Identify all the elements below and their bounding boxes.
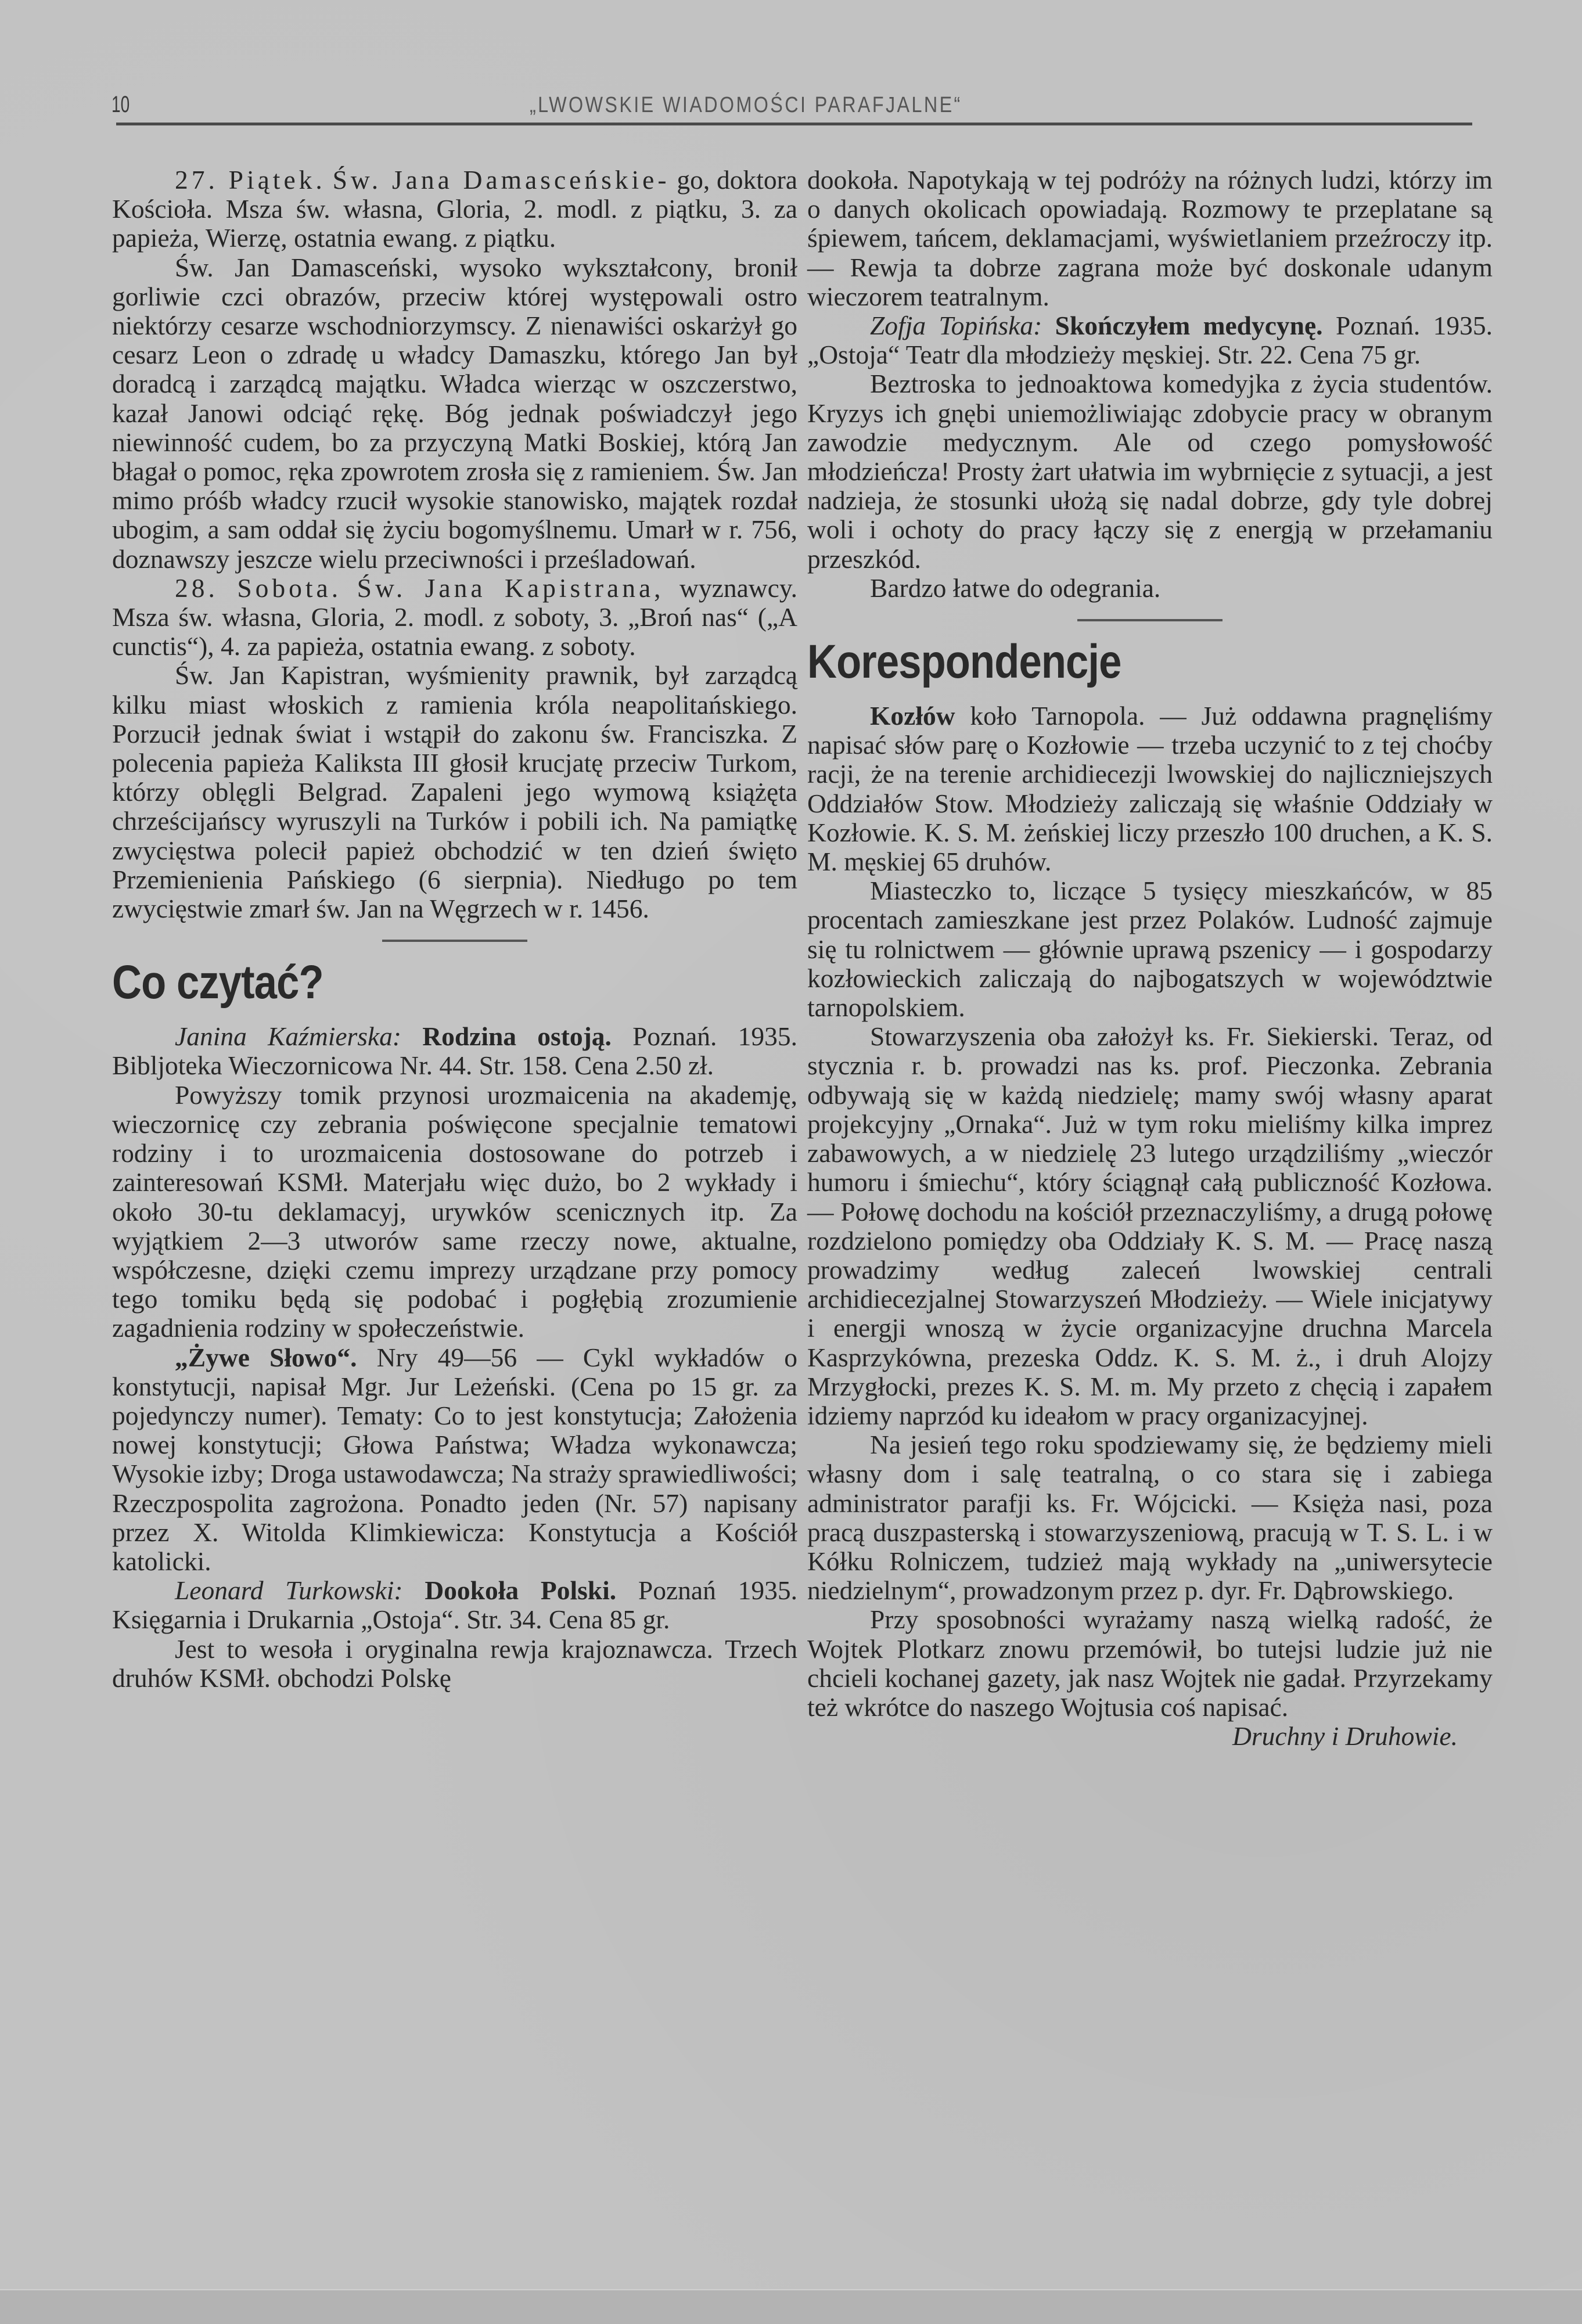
section-title-co-czytac: Co czytać? bbox=[112, 956, 323, 1009]
book-1-details: Poznań. 1935. Bibljoteka Wieczornicowa Nr. 44. Str. 158. Cena 2.50 zł. bbox=[112, 1021, 797, 1081]
book-3-entry bbox=[112, 1576, 797, 1634]
book-4-title: Skończyłem medycynę. bbox=[1055, 311, 1323, 341]
entry-27-date: 27. Piątek. bbox=[175, 165, 326, 195]
report-para-2: Miasteczko to, liczące 5 tysięcy mieszkańców, w 85 procentach zamieszkane jest przez Polaków. Ludność zajmuje się tu rolnictwem — głównie uprawą pszenicy — i gospodarzy kozłowieckich zaliczają do najbogatszych w województwie tarnopolskiem. bbox=[807, 876, 1493, 1023]
book-4-details: Poznań. 1935. „Ostoja“ Teatr dla młodzieży męskiej. Str. 22. Cena 75 gr. bbox=[807, 311, 1493, 370]
book-3-review-start: Jest to wesoła i oryginalna rewja krajoznawcza. Trzech druhów KSMł. obchodzi Polskę bbox=[112, 1634, 797, 1693]
page-number: 10 bbox=[112, 92, 130, 117]
entry-28-liturgy: wyznawcy. Msza św. własna, Gloria, 2. modl. z soboty, 3. „Broń nas“ („A cunctis“), 4. za papieża, ostatnia ewang. z soboty. bbox=[112, 573, 797, 661]
entry-28-saint: Św. Jana Kapistrana, bbox=[357, 573, 664, 603]
report-para-4: Na jesień tego roku spodziewamy się, że będziemy mieli własny dom i salę teatralną, o co stara się i zabiega administrator parafji ks. Fr. Wójcicki. — Księża nasi, poza pracą duszpasterską i stowarzyszeniową, pracują w T. S. L. i w Kółku Rolniczem, tudzież mają wykłady na „uniwersytecie niedzielnym“, prowadzonym przez p. dyr. Fr. Dąbrowskiego. bbox=[807, 1430, 1493, 1606]
entry-27-liturgy: go, doktora Kościoła. Msza św. własna, Gloria, 2. modl. z piątku, 3. za papieża, Wierzę, ostatnia ewang. z piątku. bbox=[112, 165, 797, 253]
book-1-title: Rodzina ostoją. bbox=[422, 1021, 612, 1052]
entry-27-story: Św. Jan Damasceński, wysoko wykształcony, bronił gorliwie czci obrazów, przeciw której występowali ostro niektórzy cesarze wschodniorzymscy. Z nienawiści oskarżył go cesarz Leon o zdradę u władcy Damaszku, którego Jan był doradcą i zarządcą majątku. Władca wierząc w oszczerstwo, kazał Janowi odciąć rękę. Bóg jednak poświadczył jego niewinność cudem, bo za przyczyną Matki Boskiej, którą Jan błagał o pomoc, ręka zpowrotem zrosła się z ramieniem. Św. Jan mimo próśb władcy rzucił wysokie stanowisko, majątek rozdał ubogim, a sam oddał się życiu bogomyślnemu. Umarł w r. 756, doznawszy jeszcze wielu przeciwności i prześladowań. bbox=[112, 252, 797, 574]
report-place-rest: koło Tarnopola. bbox=[970, 701, 1145, 731]
book-2-details: Nry 49—56 — Cykl wykładów o konstytucji, napisał Mgr. Jur Leżeński. (Cena po 15 gr. za pojedynczy numer). Tematy: Co to jest konstytucja; Założenia nowej konstytucji; Głowa Państwa; Władza wykonawcza; Wysokie izby; Droga ustawodawcza; Na straży sprawiedliwości; Rzeczpospolita zagrożona. Ponadto jeden (Nr. 57) napisany przez X. Witolda Klimkiewicza: Konstytucja a Kościół katolicki. bbox=[112, 1342, 797, 1576]
right-column bbox=[807, 166, 1493, 1751]
book-3-details: Poznań 1935. Księgarnia i Drukarnia „Ostoja“. Str. 34. Cena 85 gr. bbox=[112, 1575, 798, 1635]
section-divider bbox=[1077, 619, 1223, 621]
report-para-3: Stowarzyszenia oba założył ks. Fr. Siekierski. Teraz, od stycznia r. b. prowadzi nas ks. prof. Pieczonka. Zebrania odbywają się w każdą niedzielę; mamy swój własny aparat projekcyjny „Ornaka“. Już w tym roku mieliśmy kilka imprez zabawowych, a w niedzielę 23 lutego urządziliśmy „wieczór humoru i śmiechu“, który ściągnął całą publiczność Kozłowa. — Połowę dochodu na kościół przeznaczyliśmy, a drugą połowę rozdzielono pomiędzy oba Oddziały K. S. M. — Pracę naszą prowadzimy według zaleceń lwowskiej centrali archidiecezjalnej Stowarzyszeń Młodzieży. — Wiele inicjatywy i energji wnoszą w życie organizacyjne druchna Marcela Kasprzykówna, prezeska Oddz. K. S. M. ż., i druh Alojzy Mrzygłocki, prezes K. S. M. m. My przeto z chęcią i zapałem idziemy naprzód ku ideałom w pracy organizacyjnej. bbox=[807, 1021, 1493, 1430]
book-4-author: Zofja Topińska: bbox=[870, 311, 1042, 341]
calendar-entry-28 bbox=[112, 574, 797, 661]
book-4-entry bbox=[807, 311, 1493, 369]
book-1-review: Powyższy tomik przynosi urozmaicenia na akademję, wieczornicę czy zebrania poświęcone specjalnie tematowi rodziny i to urozmaicenia dostosowane do potrzeb i zainteresowań KSMł. Materjału więc dużo, bo 2 wykłady i około 30-tu deklamacyj, urywków scenicznych itp. Za wyjątkiem 2—3 utworów same rzeczy nowe, aktualne, współczesne, dzięki czemu imprezy urządzane przy pomocy tego tomiku będą się podobać i pogłębią zrozumienie zagadnienia rodziny w społeczeństwie. bbox=[112, 1080, 797, 1343]
book-4-review: Beztroska to jednoaktowa komedyjka z życia studentów. Kryzys ich gnębi uniemożliwiając zdobycie pracy w obranym zawodzie medycznym. Ale od czego pomysłowość młodzieńcza! Prosty żart ułatwia im wybrnięcie z sytuacji, a jest nadzieja, że stosunki ułożą się nadal dobrze, gdy tyle dobrej woli i ochoty do pracy łączy się z energją w przełamaniu przeszkód. bbox=[807, 369, 1493, 574]
report-para-1-text: — Już oddawna pragnęliśmy napisać słów parę o Kozłowie — trzeba uczynić to z tej choćby racji, że na terenie archidiecezji lwowskiej do najliczniejszych Oddziałów Stow. Młodzieży zaliczają się właśnie Oddziały w Kozłowie. K. S. M. żeńskiej liczy przeszło 100 druchen, a K. S. M. męskiej 65 druhów. bbox=[807, 701, 1493, 877]
calendar-entry-27 bbox=[112, 166, 797, 253]
report-signature: Druchny i Druhowie. bbox=[1232, 1721, 1458, 1751]
page-header bbox=[112, 87, 1470, 134]
section-divider bbox=[382, 940, 527, 942]
section-title-korespondencje: Korespondencje bbox=[807, 635, 1121, 689]
book-1-entry bbox=[112, 1022, 797, 1080]
book-4-note: Bardzo łatwe do odegrania. bbox=[870, 573, 1161, 603]
entry-28-story: Św. Jan Kapistran, wyśmienity prawnik, był zarządcą kilku miast włoskich z ramienia króla neapolitańskiego. Porzucił jednak świat i wstąpił do zakonu św. Franciszka. Z polecenia papieża Kaliksta III głosił krucjatę przeciw Turkom, którzy oblęgli Belgrad. Zapaleni jego wymową książęta chrześcijańscy wyruszyli na Turków i pobili ich. Na pamiątkę zwycięstwa polecił papież obchodzić w ten dzień święto Przemienienia Pańskiego (6 sierpnia). Niedługo po tem zwycięstwie zmarł św. Jan na Węgrzech w r. 1456. bbox=[112, 660, 797, 924]
header-rule bbox=[116, 123, 1472, 125]
report-para-5: Przy sposobności wyrażamy naszą wielką radość, że Wojtek Plotkarz znowu przemówił, bo tutejsi ludzie już nie chcieli kochanej gazety, jak nasz Wojtek nie gadał. Przyrzekamy też wkrótce do naszego Wojtusia coś napisać. bbox=[807, 1605, 1493, 1722]
running-head: „LWOWSKIE WIADOMOŚCI PARAFJALNE“ bbox=[530, 93, 962, 117]
entry-27-saint: Św. Jana Damasceńskie- bbox=[332, 165, 670, 195]
book-2-title: „Żywe Słowo“. bbox=[175, 1342, 357, 1372]
entry-28-date: 28. Sobota. bbox=[175, 573, 342, 603]
book-1-author: Janina Kaźmierska: bbox=[175, 1021, 402, 1052]
book-3-review-end: dookoła. Napotykają w tej podróży na różnych ludzi, którzy im o danych okolicach opowiadają. Rozmowy te przeplatane są śpiewem, tańcem, deklamacjami, wyświetlaniem przeźroczy itp. — Rewja ta dobrze zagrana może być doskonale udanym wieczorem teatralnym. bbox=[807, 165, 1493, 311]
book-3-author: Leonard Turkowski: bbox=[175, 1575, 403, 1606]
left-column bbox=[112, 166, 797, 1693]
book-3-title: Dookoła Polski. bbox=[425, 1575, 617, 1606]
scan-bottom-edge bbox=[0, 2289, 1582, 2324]
report-place: Kozłów bbox=[870, 701, 955, 731]
book-2-entry bbox=[112, 1343, 797, 1577]
report-para-1 bbox=[807, 701, 1493, 876]
